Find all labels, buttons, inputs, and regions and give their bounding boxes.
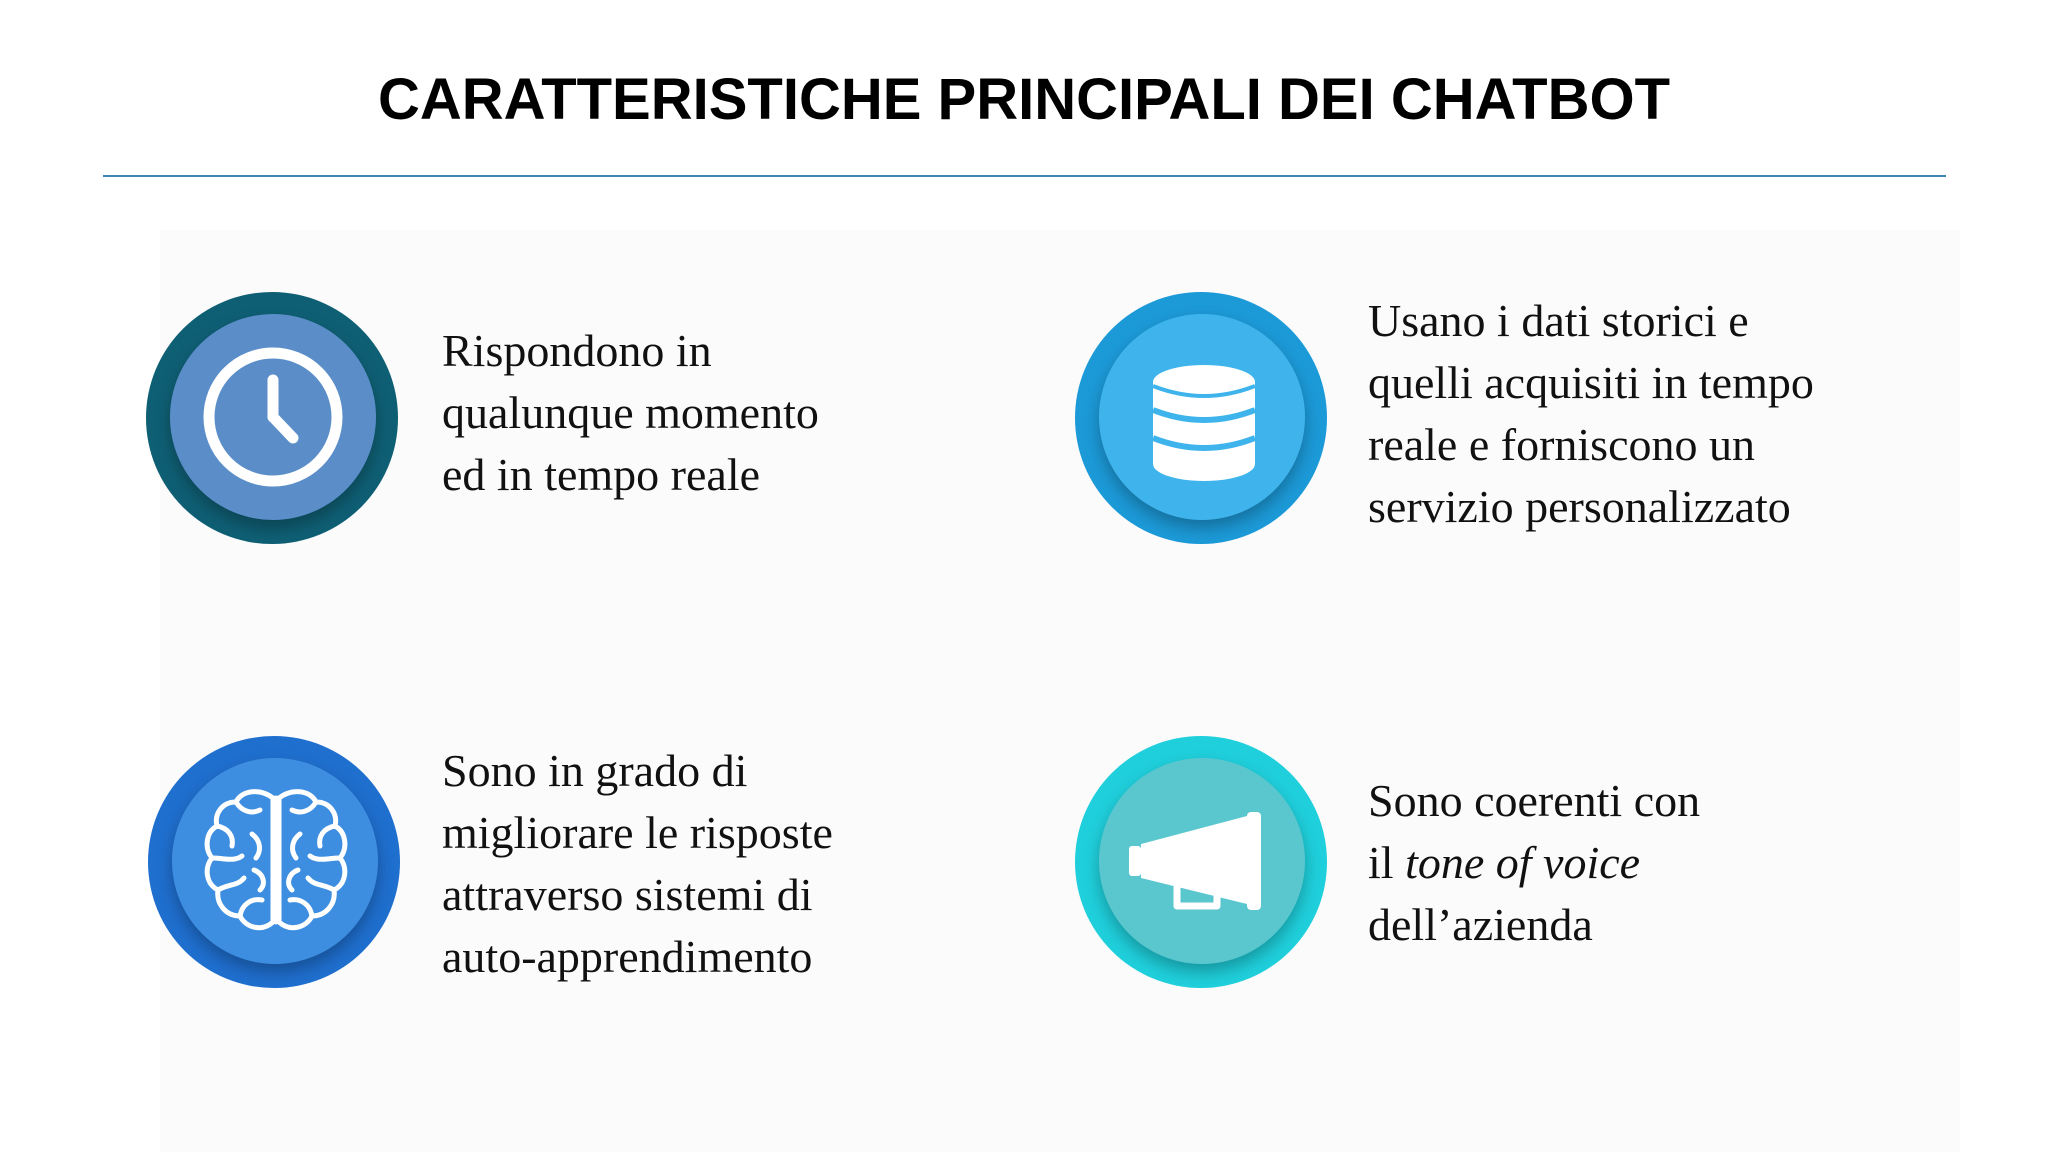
clock-badge [146, 292, 398, 544]
database-icon [1099, 314, 1305, 520]
feature-text: Usano i dati storici e quelli acquisiti in tempo reale e forniscono un servizio personalizzato [1368, 295, 1814, 532]
feature-text: Sono in grado di migliorare le risposte attraverso sistemi di auto-apprendimento [442, 745, 833, 982]
brain-badge [148, 736, 400, 988]
megaphone-badge [1075, 736, 1327, 988]
title-divider [103, 175, 1946, 177]
tone-of-voice-emphasis: tone of voice [1405, 837, 1641, 888]
database-badge [1075, 292, 1327, 544]
feature-text: Rispondono in qualunque momento ed in tempo reale [442, 325, 819, 500]
slide-title: CARATTERISTICHE PRINCIPALI DEI CHATBOT [377, 67, 1671, 132]
clock-icon [170, 314, 376, 520]
brain-icon [172, 758, 378, 964]
feature-text: Sono coerenti con il tone of voice dell’azienda [1368, 775, 1701, 950]
megaphone-icon [1099, 758, 1305, 964]
